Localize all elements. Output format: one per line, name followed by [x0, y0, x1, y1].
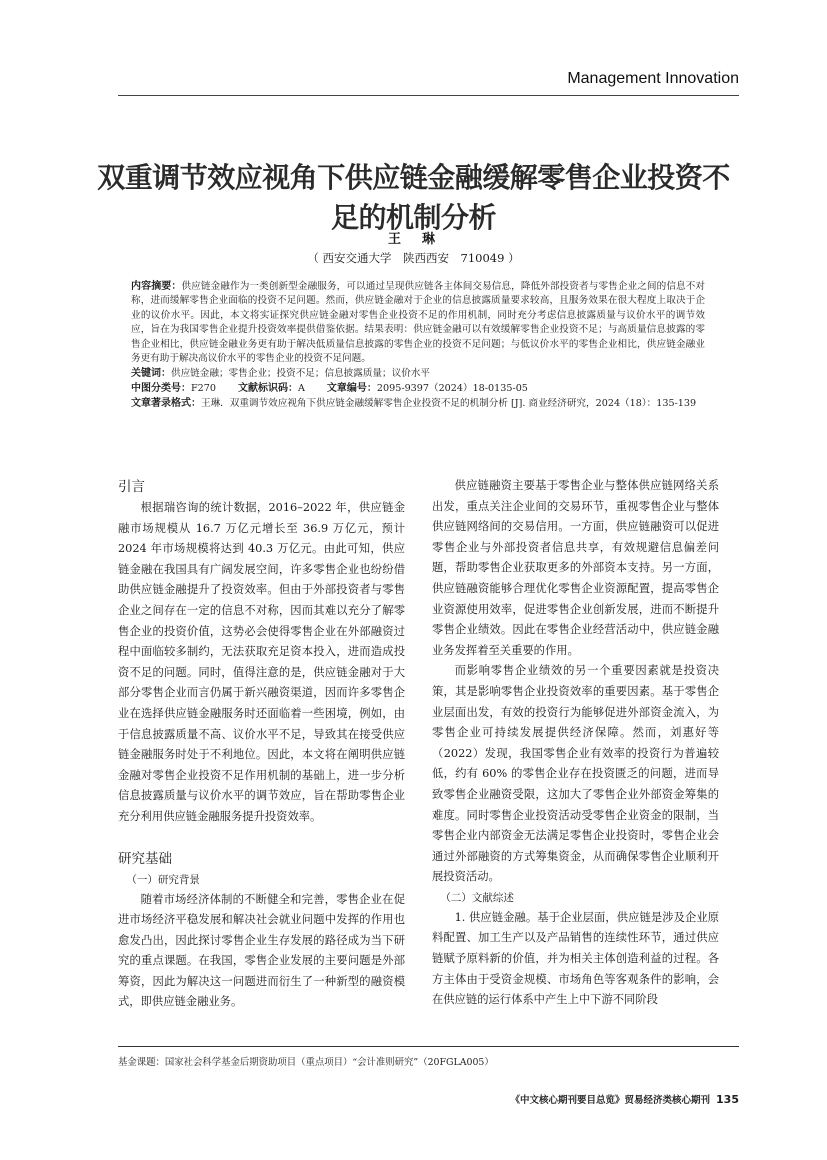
doc-code-label: 文献标识码：: [237, 383, 298, 395]
journal-section-title: Management Innovation: [567, 70, 739, 87]
clc-value: F270: [191, 383, 216, 395]
paragraph: 供应链融资主要基于零售企业与整体供应链网络关系出发，重点关注企业间的交易环节，重视零售企业与整体供应链网络间的交易信用。一方面，供应链融资可以促进零售企业与外部投资者信息共享，有效规避信息偏差问题，帮助零售企业获取更多的外部资本支持。另一方面，供应链融资能够合理优化零售企业资源配置，提高零售企业资源使用效率，促进零售企业创新发展，进而不断提升零售企业绩效。因此在零售企业经营活动中，供应链金融业务发挥着至关重要的作用。: [432, 479, 719, 657]
section-heading-introduction: 引言: [118, 479, 145, 495]
header-divider: [118, 95, 739, 96]
paragraph: 1. 供应链金融。基于企业层面，供应链是涉及企业原料配置、加工生产以及产品销售的连续性环节，通过供应链赋予原料新的价值，并为相关主体创造利益的过程。各方主体由于受资金规模、市场角色等客观条件的影响，会在供应链的运行体系中产生上中下游不同阶段: [432, 910, 719, 1007]
footnote-divider: [118, 1046, 739, 1047]
keywords: 供应链金融；零售企业；投资不足；信息披露质量；议价水平: [171, 368, 431, 380]
clc-label: 中图分类号：: [131, 383, 191, 395]
keywords-label: 关键词：: [131, 368, 171, 380]
keywords-line: [131, 366, 705, 381]
article-author: 王 琳: [387, 232, 439, 247]
author-affiliation: （ 西安交通大学 陕西西安 710049 ）: [307, 251, 520, 265]
page-number: 135: [716, 1093, 739, 1106]
footer-journal: 《中文核心期刊要目总览》贸易经济类核心期刊: [510, 1095, 711, 1106]
section-heading-research-basis: 研究基础: [118, 850, 172, 867]
paragraph: 随着市场经济体制的不断健全和完善，零售企业在促进市场经济平稳发展和解决社会就业问题中发挥的作用也愈发凸出，因此探讨零售企业生存发展的路径成为当下研究的重点课题。在我国，零售企业发展的主要问题是外部筹资，因此为解决这一问题进而衍生了一种新型的融资模式，即供应链金融业务。: [118, 892, 405, 1009]
abstract-text: 供应链金融作为一类创新型金融服务，可以通过呈现供应链各主体间交易信息，降低外部投资者与零售企业之间的信息不对称，进而缓解零售企业面临的投资不足问题。然而，供应链金融对于企业的信息披露质量要求较高，且服务效果在很大程度上取决于企业的议价水平。因此，本文将实证探究供应链金融对零售企业投资不足的作用机制，同时充分考虑信息披露质量与议价水平的调节效应，旨在为我国零售企业提升投资效率提供借鉴依据。结果表明：供应链金融可以有效缓解零售企业投资不足；与高质量信息披露的零售企业相比，供应链金融业务更有助于解决低质量信息披露的零售企业的投资不足问题；与低议价水平的零售企业相比，供应链金融业务更有助于解决高议价水平的零售企业的投资不足问题。: [131, 281, 706, 365]
article-no-label: 文章编号：: [326, 383, 377, 395]
subsection-heading-literature-review: （二）文献综述: [440, 891, 514, 904]
classification-line: [131, 381, 705, 396]
citation-text: 王琳．双重调节效应视角下供应链金融缓解零售企业投资不足的机制分析 [J]. 商业经济研究，2024（18）：135-139: [201, 398, 697, 410]
subsection-heading-background: （一）研究背景: [126, 873, 200, 886]
right-column: [432, 476, 719, 1011]
abstract-label: 内容摘要：: [131, 281, 182, 292]
abstract-block: [131, 280, 705, 411]
abstract: [131, 280, 705, 366]
article-title: 双重调节效应视角下供应链金融缓解零售企业投资不足的机制分析: [97, 161, 730, 234]
paragraph: 而影响零售企业绩效的另一个重要因素就是投资决策，其是影响零售企业投资效率的重要因素。基于零售企业层面出发，有效的投资行为能够促进外部资金流入，为零售企业可持续发展提供经济保障。然而，刘惠好等（2022）发现，我国零售企业有效率的投资行为普遍较低，约有 60% 的零售企业存在投资匮乏的问题，进而导致零售企业融资受限，这加大了零售企业外部资金筹集的难度。同时零售企业投资活动受零售企业资金的限制，当零售企业内部资金无法满足零售企业投资时，零售企业会通过外部融资的方式筹集资金，从而确保零售企业顺利开展投资活动。: [432, 664, 719, 884]
citation-label: 文章著录格式：: [131, 398, 201, 410]
citation-line: [131, 396, 705, 411]
page-footer: [511, 1092, 739, 1106]
paragraph: 根据瑞咨询的统计数据，2016–2022 年，供应链金融市场规模从 16.7 万亿元增长至 36.9 万亿元，预计 2024 年市场规模将达到 40.3 万亿元。由此可知，供应链金融在我国具有广阔发展空间，许多零售企业也纷纷借助供应链金融提升了投资效率。但由于外部投资者与零售企业之间存在一定的信息不对称，因而其难以充分了解零售企业的投资价值，这势必会使得零售企业在外部融资过程中面临较多制约，无法获取充足资本投入，进而造成投资不足的问题。同时，值得注意的是，供应链金融对于大部分零售企业而言仍属于新兴融资渠道，因而许多零售企业在选择供应链金融服务时还面临着一些困境，例如，由于信息披露质量不高、议价水平不足，导致其在接受供应链金融服务时处于不利地位。因此，本文将在阐明供应链金融对零售企业投资不足作用机制的基础上，进一步分析信息披露质量与议价水平的调节效应，旨在帮助零售企业充分利用供应链金融服务提升投资效率。: [118, 501, 405, 823]
funding-footnote: 基金课题：国家社会科学基金后期资助项目（重点项目）“会计准则研究”（20FGLA005）: [118, 1057, 494, 1068]
article-no-value: 2095-9397（2024）18-0135-05: [376, 383, 528, 395]
left-column: [118, 476, 405, 1013]
doc-code-value: A: [297, 383, 305, 395]
